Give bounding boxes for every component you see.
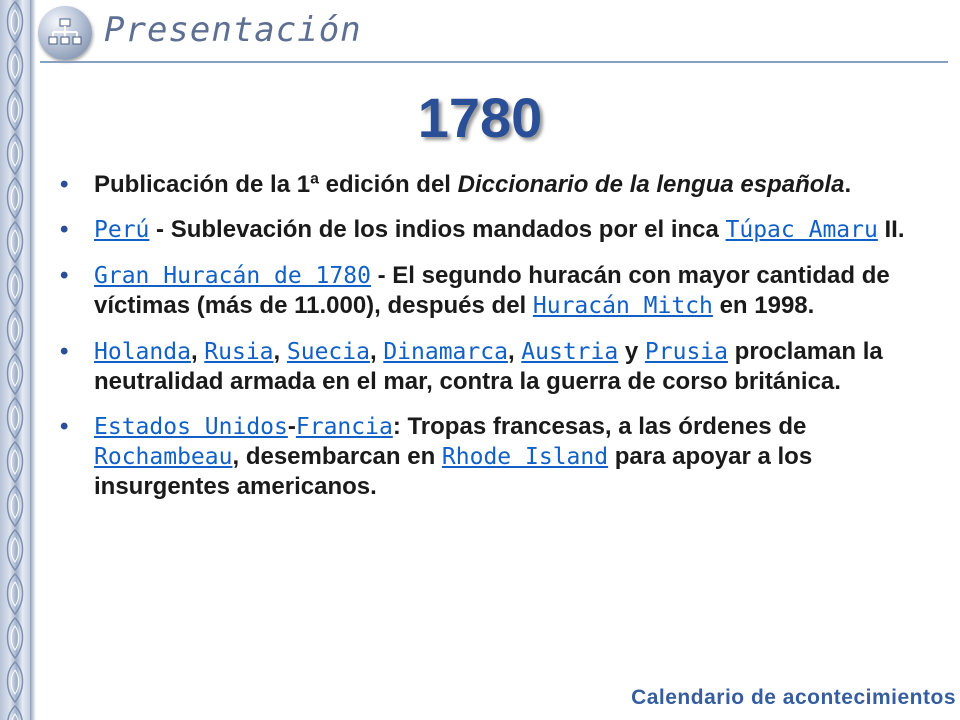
bullet-text: proclaman la neutralidad armada en el mar, contra la guerra de corso británica.: [94, 338, 883, 395]
link-huracan-mitch[interactable]: Huracán Mitch: [532, 293, 713, 319]
header-divider: [40, 61, 948, 63]
bullet-dot: •: [60, 216, 69, 243]
link-tupac-amaru[interactable]: Túpac Amaru: [725, 217, 878, 243]
footer-text: Calendario de acontecimientos: [631, 686, 956, 709]
logo-badge: [38, 6, 92, 60]
separator-text: y: [618, 338, 645, 365]
link-rusia[interactable]: Rusia: [204, 339, 274, 365]
bullet-dot: •: [60, 338, 69, 365]
link-prusia[interactable]: Prusia: [644, 339, 728, 365]
org-chart-icon: [48, 18, 82, 48]
link-suecia[interactable]: Suecia: [286, 339, 370, 365]
bullet-item: [58, 412, 908, 501]
link-dinamarca[interactable]: Dinamarca: [383, 339, 508, 365]
link-francia[interactable]: Francia: [295, 414, 393, 440]
bullet-item: [58, 170, 908, 199]
link-holanda[interactable]: Holanda: [94, 339, 191, 365]
bullet-item: [58, 337, 908, 396]
separator-text: ,: [273, 338, 287, 365]
slide-title: 1780: [417, 86, 543, 149]
bullet-text: II.: [877, 216, 905, 243]
bullet-dot: •: [60, 262, 69, 289]
link-peru[interactable]: Perú: [94, 217, 150, 243]
link-estados-unidos[interactable]: Estados Unidos: [94, 414, 288, 440]
bullet-dot: •: [60, 171, 69, 198]
bullet-text: para apoyar a los insurgentes americanos.: [94, 443, 813, 500]
bullet-text: : Tropas francesas, a las órdenes de: [392, 413, 807, 440]
bullet-item: [58, 261, 908, 321]
separator-text: -: [287, 413, 296, 440]
bullet-text: - Sublevación de los indios mandados por el inca: [149, 216, 726, 243]
bullet-text: - El segundo huracán con mayor cantidad de víctimas (más de 11.000), después del: [94, 262, 890, 319]
link-rhode-island[interactable]: Rhode Island: [441, 444, 609, 470]
bullet-text: en 1998.: [712, 292, 815, 319]
bullet-item: [58, 215, 908, 245]
separator-text: ,: [507, 338, 522, 365]
bullet-dot: •: [60, 413, 69, 440]
link-rochambeau[interactable]: Rochambeau: [94, 444, 233, 470]
bullet-text: , desembarcan en: [232, 443, 442, 470]
bullet-text: .: [844, 171, 852, 198]
book-title-text: Diccionario de la lengua española: [457, 171, 845, 198]
link-gran-huracan-1780[interactable]: Gran Huracán de 1780: [94, 263, 371, 289]
separator-text: ,: [369, 338, 384, 365]
separator-text: ,: [190, 338, 205, 365]
header-title: Presentación: [104, 10, 362, 50]
link-austria[interactable]: Austria: [521, 339, 619, 365]
bullet-text: Publicación de la 1ª edición del: [94, 171, 458, 198]
bullet-list: [58, 170, 908, 517]
